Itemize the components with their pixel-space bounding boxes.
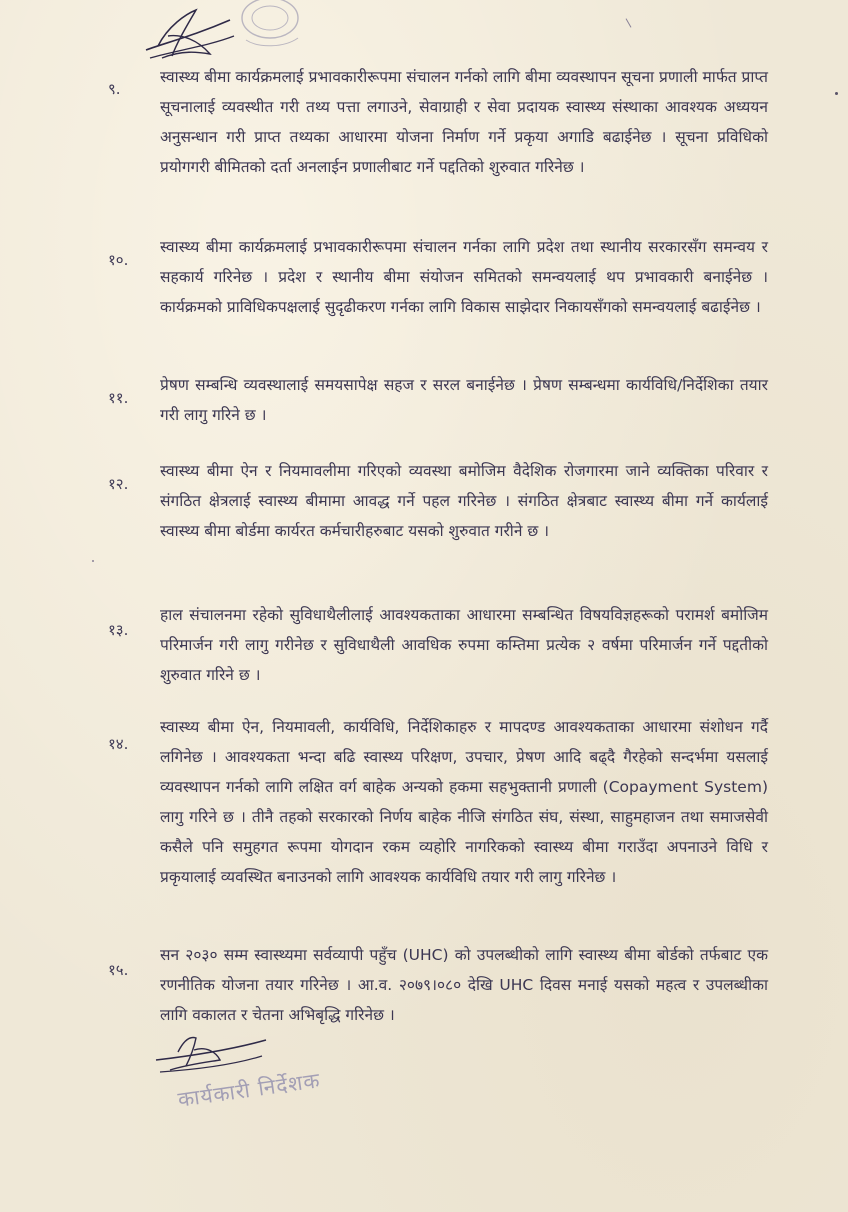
paragraph-number: ११. <box>108 389 129 407</box>
paragraph-number: १२. <box>108 475 129 493</box>
paragraph-number: १४. <box>108 735 129 753</box>
paragraph-number: १०. <box>108 251 129 269</box>
paper-speck <box>92 560 94 562</box>
signature-bottom <box>150 1030 270 1080</box>
stamp-seal <box>232 0 310 54</box>
paragraph-number: १५. <box>108 961 129 979</box>
paragraph-text: स्वास्थ्य बीमा ऐन, नियमावली, कार्यविधि, निर्देशिकाहरु र मापदण्ड आवश्यकताका आधारमा संशोधन गर्दै लगिनेछ । आवश्यकता भन्दा बढि स्वास्थ्य परिक्षण, उपचार, प्रेषण आदि बढ्दै गैरहेको सन्दर्भमा यसलाई व्यवस्थापन गर्नको लागि लक्षित वर्ग बाहेक अन्यको हकमा सहभुक्तानी प्रणाली (Copayment System) लागु गरिने छ । तीनै तहको सरकारको निर्णय बाहेक नीजि संगठित संघ, संस्था, साहुमहाजन तथा समाजसेवी कसैले पनि समुहगत रूपमा योगदान रकम व्यहोरि नागरिकको स्वास्थ्य बीमा गराउँदा अपनाउने विधि र प्रकृयालाई व्यवस्थित बनाउनको लागि आवश्यक कार्यविधि तयार गरी लागु गरिनेछ । <box>160 718 768 886</box>
paragraph-text: स्वास्थ्य बीमा ऐन र नियमावलीमा गरिएको व्यवस्था बमोजिम वैदेशिक रोजगारमा जाने व्यक्तिका परिवार र संगठित क्षेत्रलाई स्वास्थ्य बीमामा आवद्ध गर्ने पहल गरिनेछ । संगठित क्षेत्रबाट स्वास्थ्य बीमा गर्ने कार्यलाई स्वास्थ्य बीमा बोर्डमा कार्यरत कर्मचारीहरुबाट यसको शुरुवात गरीने छ । <box>160 462 768 540</box>
paragraph-text: स्वास्थ्य बीमा कार्यक्रमलाई प्रभावकारीरूपमा संचालन गर्नका लागि प्रदेश तथा स्थानीय सरकारसँग समन्वय र सहकार्य गरिनेछ । प्रदेश र स्थानीय बीमा संयोजन समितको समन्वयलाई थप प्रभावकारी बनाईनेछ । कार्यक्रमको प्राविधिकपक्षलाई सुदृढीकरण गर्नका लागि विकास साझेदार निकायसँगको समन्वयलाई बढाईनेछ । <box>160 238 768 316</box>
paper-speck <box>626 18 632 27</box>
paragraph-text: सन २०३० सम्म स्वास्थ्यमा सर्वव्यापी पहुँच (UHC) को उपलब्धीको लागि स्वास्थ्य बीमा बोर्डको तर्फबाट एक रणनीतिक योजना तयार गरिनेछ । आ.व. २०७९।०८० देखि UHC दिवस मनाई यसको महत्व र उपलब्धीका लागि वकालत र चेतना अभिबृद्धि गरिनेछ । <box>160 946 768 1024</box>
paper-speck <box>835 92 838 95</box>
paragraph-number: ९. <box>108 80 121 98</box>
designation-stamp: कार्यकारी निर्देशक <box>176 1068 322 1112</box>
paragraph-text: स्वास्थ्य बीमा कार्यक्रमलाई प्रभावकारीरूपमा संचालन गर्नको लागि बीमा व्यवस्थापन सूचना प्रणाली मार्फत प्राप्त सूचनालाई व्यवस्थीत गरी तथ्य पत्ता लगाउने, सेवाग्राही र सेवा प्रदायक स्वास्थ्य संस्थाका आवश्यक अध्ययन अनुसन्धान गरी प्राप्त तथ्यका आधारमा योजना निर्माण गर्ने प्रकृया अगाडि बढाईनेछ । सूचना प्रविधिको प्रयोगगरी बीमितको दर्ता अनलाईन प्रणालीबाट गर्ने पद्दतिको शुरुवात गरिनेछ । <box>160 68 768 176</box>
paragraph-number: १३. <box>108 621 129 639</box>
paragraph-text: प्रेषण सम्बन्धि व्यवस्थालाई समयसापेक्ष सहज र सरल बनाईनेछ । प्रेषण सम्बन्धमा कार्यविधि/निर्देशिका तयार गरी लागु गरिने छ । <box>160 376 768 424</box>
signature-top <box>138 6 238 68</box>
paragraph-text: हाल संचालनमा रहेको सुविधाथैलीलाई आवश्यकताका आधारमा सम्बन्धित विषयविज्ञहरूको परामर्श बमोजिम परिमार्जन गरी लागु गरीनेछ र सुविधाथैली आवधिक रुपमा कम्तिमा प्रत्येक २ वर्षमा परिमार्जन गर्ने पद्दतीको शुरुवात गरिने छ । <box>160 606 768 684</box>
